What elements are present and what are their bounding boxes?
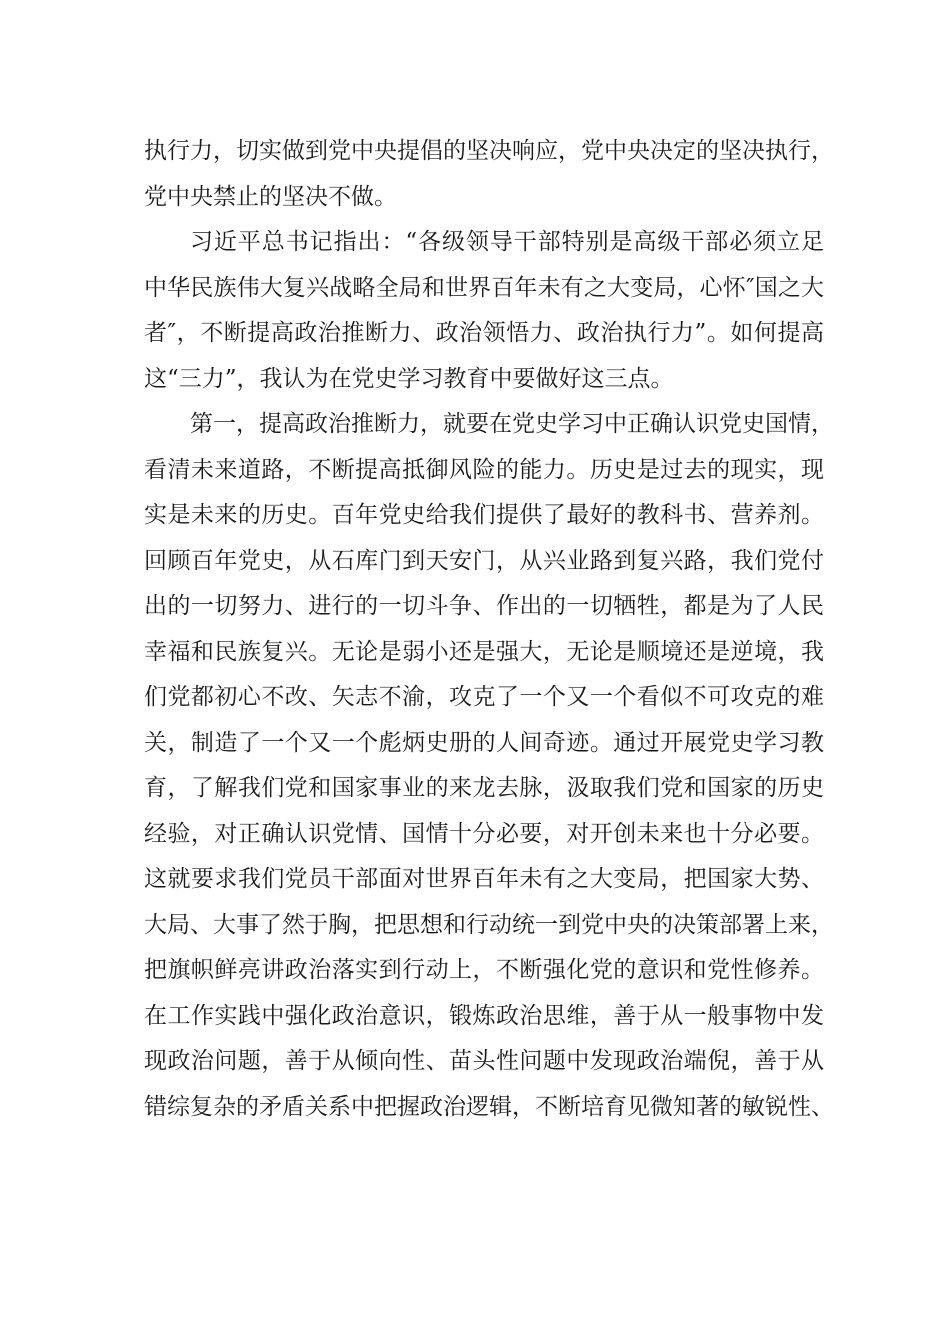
text-line: 把旗帜鲜亮讲政治落实到行动上，不断强化党的意识和党性修养。 — [144, 957, 824, 983]
paragraph-start-line: 第一，提高政治推断力，就要在党史学习中正确认识党史国情， — [190, 411, 834, 437]
text-line: 看清未来道路，不断提高抵御风险的能力。历史是过去的现实，现 — [144, 456, 824, 483]
text-line: 大局、大事了然于胸，把思想和行动统一到党中央的决策部署上来， — [144, 911, 834, 938]
text-line: 党中央禁止的坚决不做。 — [144, 183, 397, 210]
text-line: 们党都初心不改、矢志不渝，攻克了一个又一个看似不可攻克的难 — [144, 684, 824, 710]
text-line: 执行力，切实做到党中央提倡的坚决响应，党中央决定的坚决执行， — [144, 138, 834, 164]
paragraph-start-line: 习近平总书记指出：“各级领导干部特别是高级干部必须立足 — [190, 229, 824, 255]
text-line: 关，制造了一个又一个彪炳史册的人间奇迹。通过开展党史学习教 — [144, 729, 824, 756]
text-line: 回顾百年党史，从石库门到天安门，从兴业路到复兴路，我们党付 — [144, 547, 824, 574]
text-line: 中华民族伟大复兴战略全局和世界百年未有之大变局，心怀″国之大 — [144, 274, 824, 301]
text-line: 错综复杂的矛盾关系中把握政治逻辑，不断培育见微知著的敏锐性、 — [144, 1093, 834, 1120]
text-line: 幸福和民族复兴。无论是弱小还是强大，无论是顺境还是逆境，我 — [144, 638, 824, 665]
text-line: 经验，对正确认识党情、国情十分必要，对开创未来也十分必要。 — [144, 820, 824, 847]
text-line: 出的一切努力、进行的一切斗争、作出的一切牺牲，都是为了人民 — [144, 593, 824, 619]
text-line: 者″，不断提高政治推断力、政治领悟力、政治执行力”。如何提高 — [144, 320, 824, 346]
document-body — [144, 129, 834, 1130]
text-line: 这“三力”，我认为在党史学习教育中要做好这三点。 — [144, 365, 674, 392]
text-line: 这就要求我们党员干部面对世界百年未有之大变局，把国家大势、 — [144, 866, 824, 892]
text-line: 实是未来的历史。百年党史给我们提供了最好的教科书、营养剂。 — [144, 502, 824, 528]
text-line: 育，了解我们党和国家事业的来龙去脉，汲取我们党和国家的历史 — [144, 775, 824, 801]
text-line: 在工作实践中强化政治意识，锻炼政治思维，善于从一般事物中发 — [144, 1002, 824, 1029]
text-line: 现政治问题，善于从倾向性、苗头性问题中发现政治端倪，善于从 — [144, 1048, 824, 1074]
